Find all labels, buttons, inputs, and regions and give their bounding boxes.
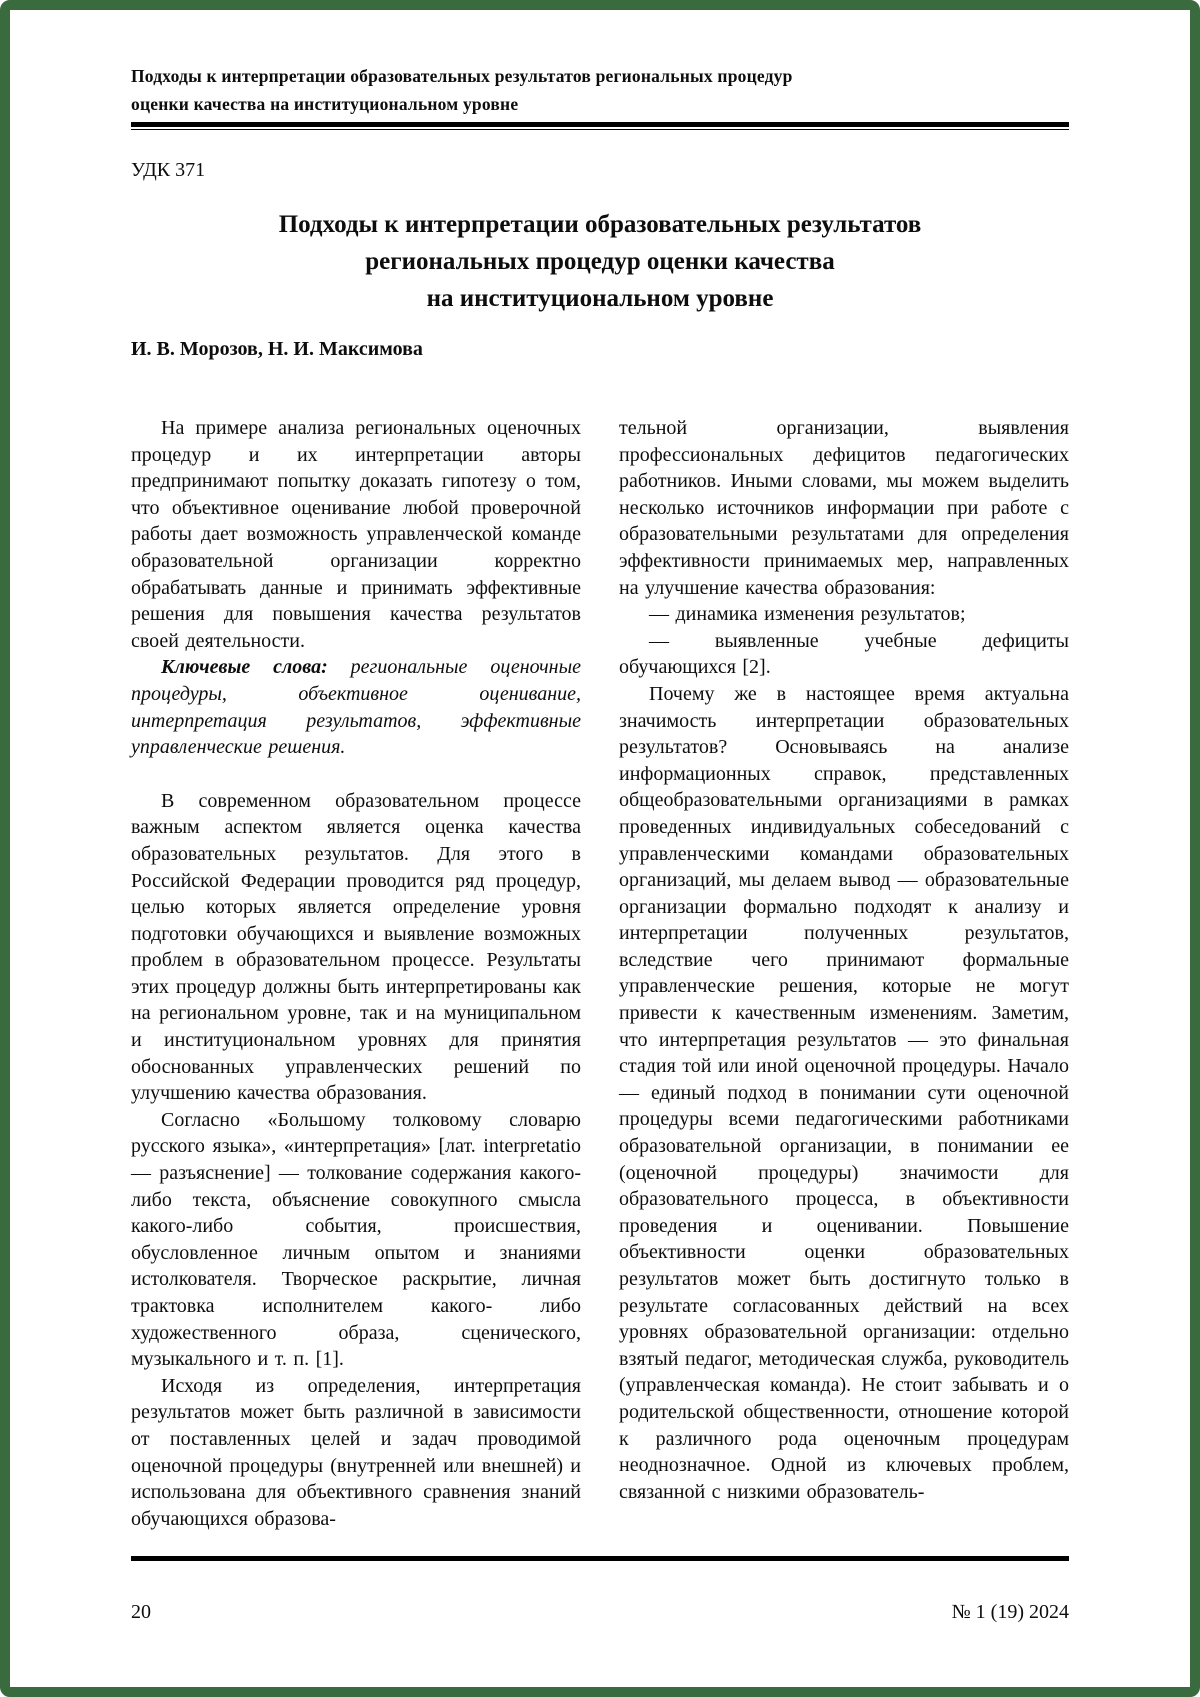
paragraph: В современном образовательном процессе важным аспектом является оценка качества образовательных результатов. Для этого в Российской Федерации проводится ряд процедур, целью которых является определение уровня подготовки обучающихся и выявление возможных проблем в образовательном процессе. Результаты этих процедур должны быть интерпретированы как на региональном уровне, так и на муниципальном и институциональном уровнях для принятия обоснованных управленческих решений по улучшению качества образования. — [131, 789, 581, 1105]
issue-number: № 1 (19) 2024 — [951, 1601, 1069, 1623]
paragraph: Почему же в настоящее время актуальна значимость интерпретации образовательных результатов? Основываясь на анализе информационных справок, представленных общеобразовательными организациями в рамках проведенных индивидуальных собеседований с управленческими командами образовательных организаций, мы делаем вывод — образовательные организации формально подходят к анализу и интерпретации полученных результатов, вследствие чего принимают формальные управленческие решения, которые не могут привести к качественным изменениям. Заметим, что интерпретация результатов — это финальная стадия той или иной оценочной процедуры. Начало — единый подход в понимании сути оценочной процедуры всеми педагогическими работниками образовательной организации, в понимании ее (оценочной процедуры) значимости для образовательного процесса, в объективности проведения и оценивании. Повышение объективности оценки образовательных результатов может быть достигнуто только в результате согласованных действий на всех уровнях образовательной организации: отдельно взятый педагог, методическая служба, руководитель (управленческая команда). Не стоит забывать и о родительской общественности, отношение которой к различного рода оценочным процедурам неоднозначное. Одной из ключевых проблем, связанной с низкими образователь- — [619, 682, 1069, 1503]
running-head — [131, 62, 1069, 118]
keywords-text: региональные оценочные процедуры, объективное оценивание, интерпретация результатов, эффективные управленческие решения. — [131, 656, 581, 759]
header-rule — [131, 122, 1069, 130]
list-item: — динамика изменения результатов; — [649, 603, 966, 626]
paragraph: Исходя из определения, интерпретация результатов может быть различной в зависимости от поставленных целей и задач проводимой оценочной процедуры (внутренней или внешней) и использована для объективного сравнения знаний обучающихся образова- — [131, 1374, 581, 1530]
running-head-line-2: оценки качества на институциональном уровне — [131, 94, 519, 114]
footer-row — [131, 1599, 1069, 1625]
paragraph: тельной организации, выявления профессиональных дефицитов педагогических работников. Иными словами, мы можем выделить несколько источников информации при работе с образовательными результатами для определения эффективности принимаемых мер, направленных на улучшение качества образования: — [619, 417, 1069, 599]
list-item: — выявленные учебные дефициты обучающихся [2]. — [619, 629, 1069, 679]
article-title — [131, 206, 1069, 317]
running-head-line-1: Подходы к интерпретации образовательных результатов региональных процедур — [131, 66, 793, 86]
keywords-label: Ключевые слова: — [161, 656, 351, 679]
paragraph: На примере анализа региональных оценочных процедур и их интерпретации авторы предпринимают попытку доказать гипотезу о том, что объективное оценивание любой проверочной работы дает возможность управленческой команде образовательной организации корректно обрабатывать данные и принимать эффективные решения для повышения качества результатов своей деятельности. — [131, 417, 581, 652]
title-line-2: региональных процедур оценки качества — [365, 248, 835, 275]
page-content — [10, 62, 1190, 1530]
page-footer — [131, 1556, 1069, 1625]
title-line-3: на институциональном уровне — [426, 285, 774, 312]
left-column — [131, 415, 581, 1530]
page-number: 20 — [131, 1601, 151, 1623]
title-line-1: Подходы к интерпретации образовательных результатов — [278, 211, 922, 238]
paragraph: Согласно «Большому толковому словарю русского языка», «интерпретация» [лат. interpretatio — разъяснение] — толкование содержания какого-либо текста, объяснение совокупного смысла какого-либо события, происшествия, обусловленное личным опытом и знаниями истолкователя. Творческое раскрытие, личная трактовка исполнителем какого- либо художественного образа, сценического, музыкального и т. п. [1]. — [131, 1108, 581, 1371]
right-column — [619, 415, 1069, 1515]
footer-rule — [131, 1556, 1069, 1561]
udc-label: УДК 371 — [131, 159, 206, 181]
authors-line: И. В. Морозов, Н. И. Максимова — [131, 338, 423, 360]
body-columns — [131, 415, 1069, 1530]
keywords-paragraph — [131, 654, 581, 760]
